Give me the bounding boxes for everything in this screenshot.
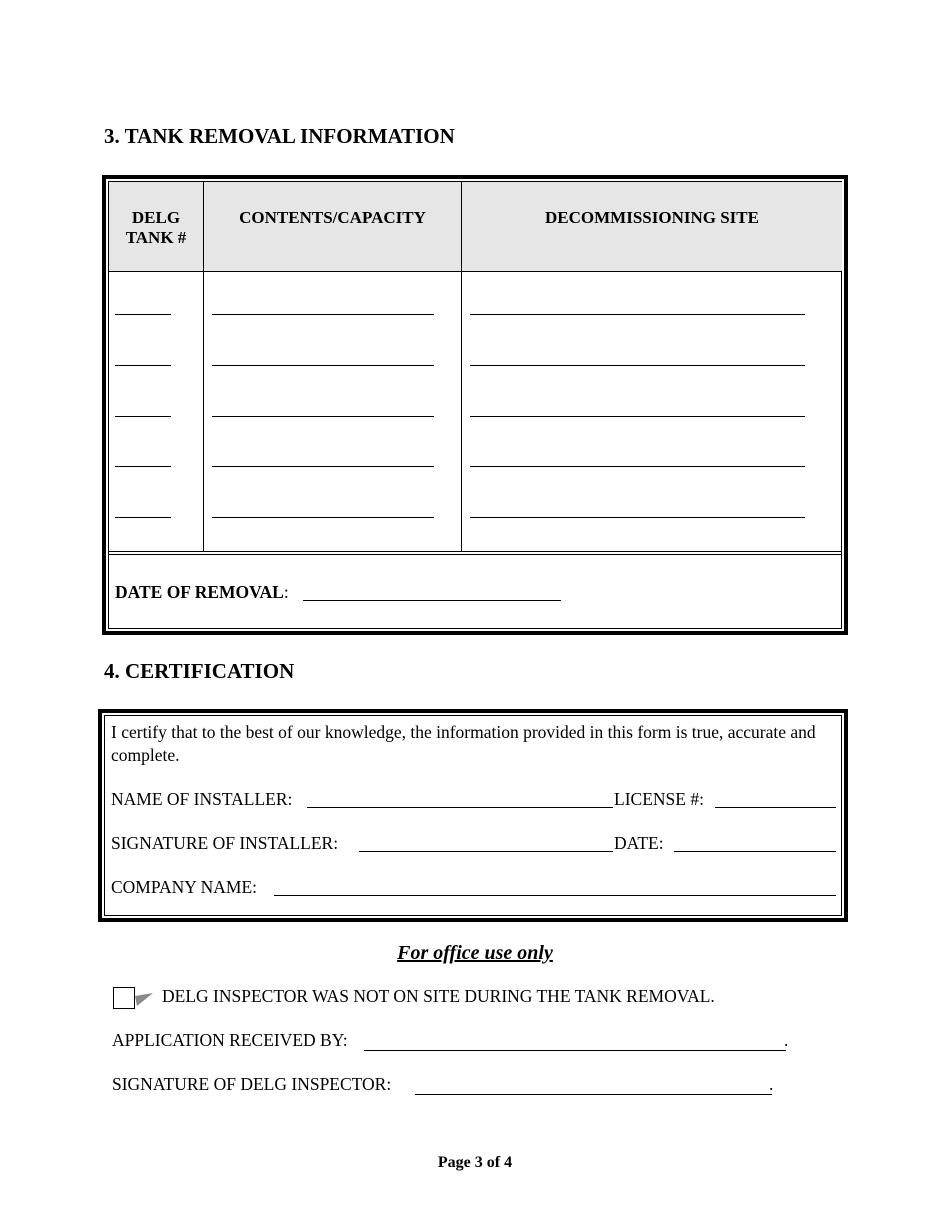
certification-box	[98, 709, 848, 922]
tank-number-field-4[interactable]	[115, 466, 171, 467]
row-separator	[109, 551, 841, 555]
inspector-period: .	[769, 1074, 774, 1094]
site-field-1[interactable]	[470, 314, 805, 315]
installer-signature-label: SIGNATURE OF INSTALLER:	[111, 833, 339, 853]
company-name-field[interactable]	[274, 895, 836, 896]
certification-statement-line-1: I certify that to the best of our knowledge, the information provided in this form is true, accurate and	[111, 722, 816, 742]
date-of-removal-text: DATE OF REMOVAL	[115, 582, 284, 602]
application-received-label: APPLICATION RECEIVED BY:	[112, 1030, 348, 1050]
installer-date-label: DATE:	[614, 833, 664, 853]
installer-signature-field[interactable]	[359, 851, 613, 852]
contents-field-2[interactable]	[212, 365, 434, 366]
installer-date-field[interactable]	[674, 851, 836, 852]
section-3-title: 3. TANK REMOVAL INFORMATION	[104, 124, 455, 148]
arrow-pointer-icon	[135, 993, 155, 1007]
delg-inspector-signature-field[interactable]	[415, 1094, 772, 1095]
delg-inspector-signature-label: SIGNATURE OF DELG INSPECTOR:	[112, 1074, 392, 1094]
column-header-contents: CONTENTS/CAPACITY	[204, 182, 461, 272]
column-header-site: DECOMMISSIONING SITE	[462, 182, 842, 272]
date-of-removal-field[interactable]	[303, 600, 561, 601]
license-field[interactable]	[715, 807, 836, 808]
contents-field-4[interactable]	[212, 466, 434, 467]
contents-field-5[interactable]	[212, 517, 434, 518]
column-header-tank-number	[109, 182, 203, 272]
office-use-title: For office use only	[397, 942, 553, 964]
tank-removal-table	[102, 175, 848, 635]
site-field-3[interactable]	[470, 416, 805, 417]
contents-field-3[interactable]	[212, 416, 434, 417]
installer-name-field[interactable]	[307, 807, 613, 808]
received-period: .	[784, 1030, 789, 1050]
application-received-field[interactable]	[364, 1050, 786, 1051]
tank-number-field-5[interactable]	[115, 517, 171, 518]
company-name-label: COMPANY NAME:	[111, 877, 258, 897]
header-delg: DELG	[131, 208, 181, 227]
tank-number-field-2[interactable]	[115, 365, 171, 366]
tank-number-field-1[interactable]	[115, 314, 171, 315]
site-field-2[interactable]	[470, 365, 805, 366]
site-field-4[interactable]	[470, 466, 805, 467]
column-divider	[461, 182, 462, 551]
tank-number-field-3[interactable]	[115, 416, 171, 417]
page-number: Page 3 of 4	[437, 1154, 513, 1171]
date-colon: :	[283, 582, 289, 602]
inspector-not-on-site-checkbox[interactable]	[113, 987, 135, 1009]
date-of-removal-label	[115, 582, 289, 603]
contents-field-1[interactable]	[212, 314, 434, 315]
site-field-5[interactable]	[470, 517, 805, 518]
installer-name-label: NAME OF INSTALLER:	[111, 789, 293, 809]
license-label: LICENSE #:	[614, 789, 704, 809]
section-4-title: 4. CERTIFICATION	[104, 659, 295, 683]
certification-statement-line-2: complete.	[111, 745, 180, 765]
column-divider	[203, 182, 204, 551]
header-tank-number: TANK #	[125, 228, 187, 247]
inspector-not-on-site-label: DELG INSPECTOR WAS NOT ON SITE DURING THE TANK REMOVAL.	[162, 986, 715, 1006]
